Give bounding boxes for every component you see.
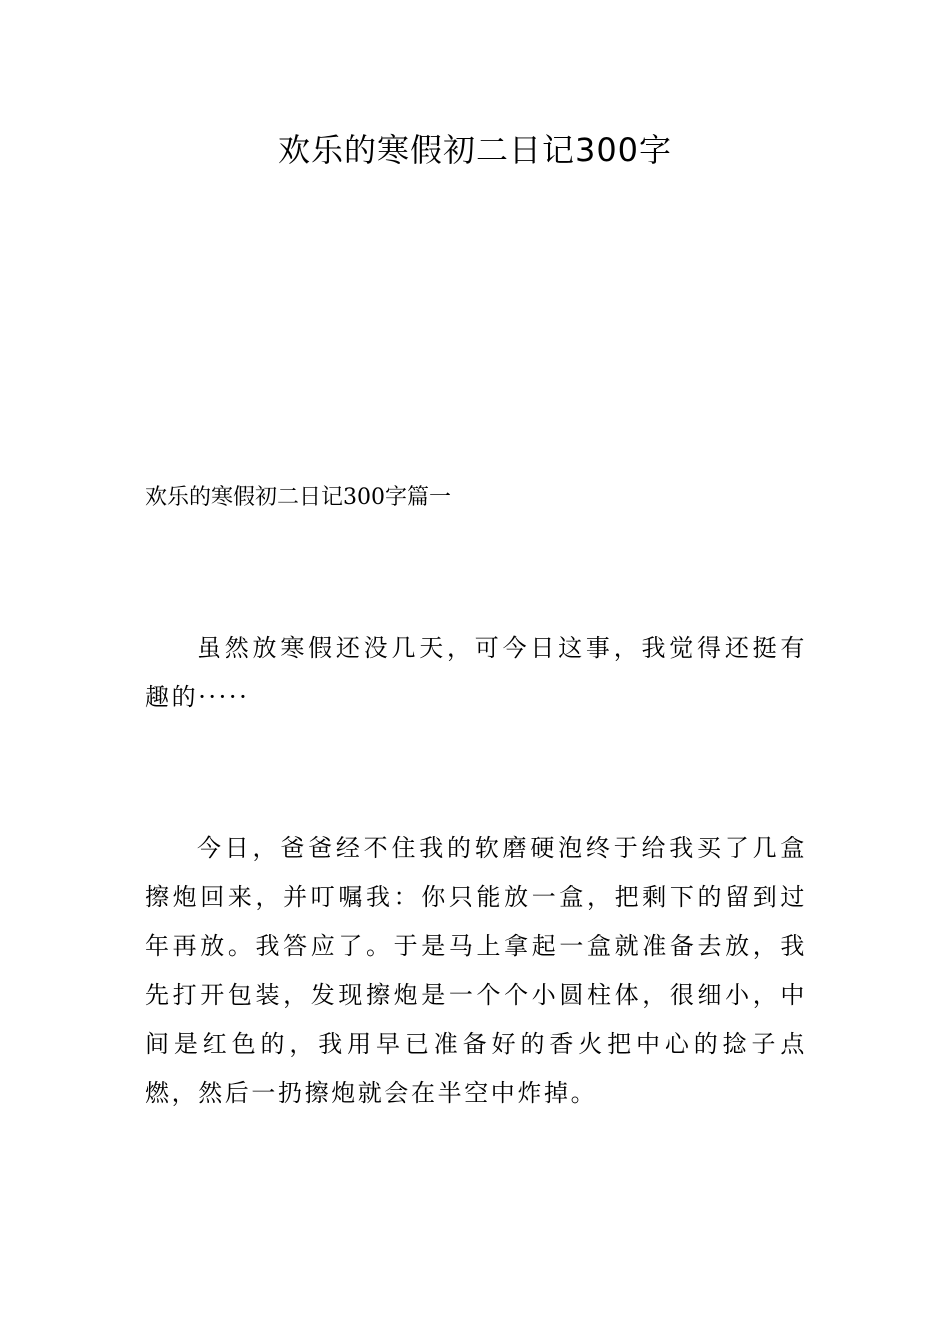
paragraph-1: 虽然放寒假还没几天，可今日这事，我觉得还挺有趣的····· (145, 634, 807, 711)
paragraph-2: 今日，爸爸经不住我的软磨硬泡终于给我买了几盒擦炮回来，并叮嘱我：你只能放一盒，把剩下的留到过年再放。我答应了。于是马上拿起一盒就准备去放，我先打开包装，发现擦炮是一个个小圆柱体，很细小，中间是红色的，我用早已准备好的香火把中心的捻子点燃，然后一扔擦炮就会在半空中炸掉。 (145, 834, 807, 1107)
section-heading: 欢乐的寒假初二日记300字篇一 (145, 485, 451, 510)
document-title: 欢乐的寒假初二日记300字 (277, 131, 673, 169)
